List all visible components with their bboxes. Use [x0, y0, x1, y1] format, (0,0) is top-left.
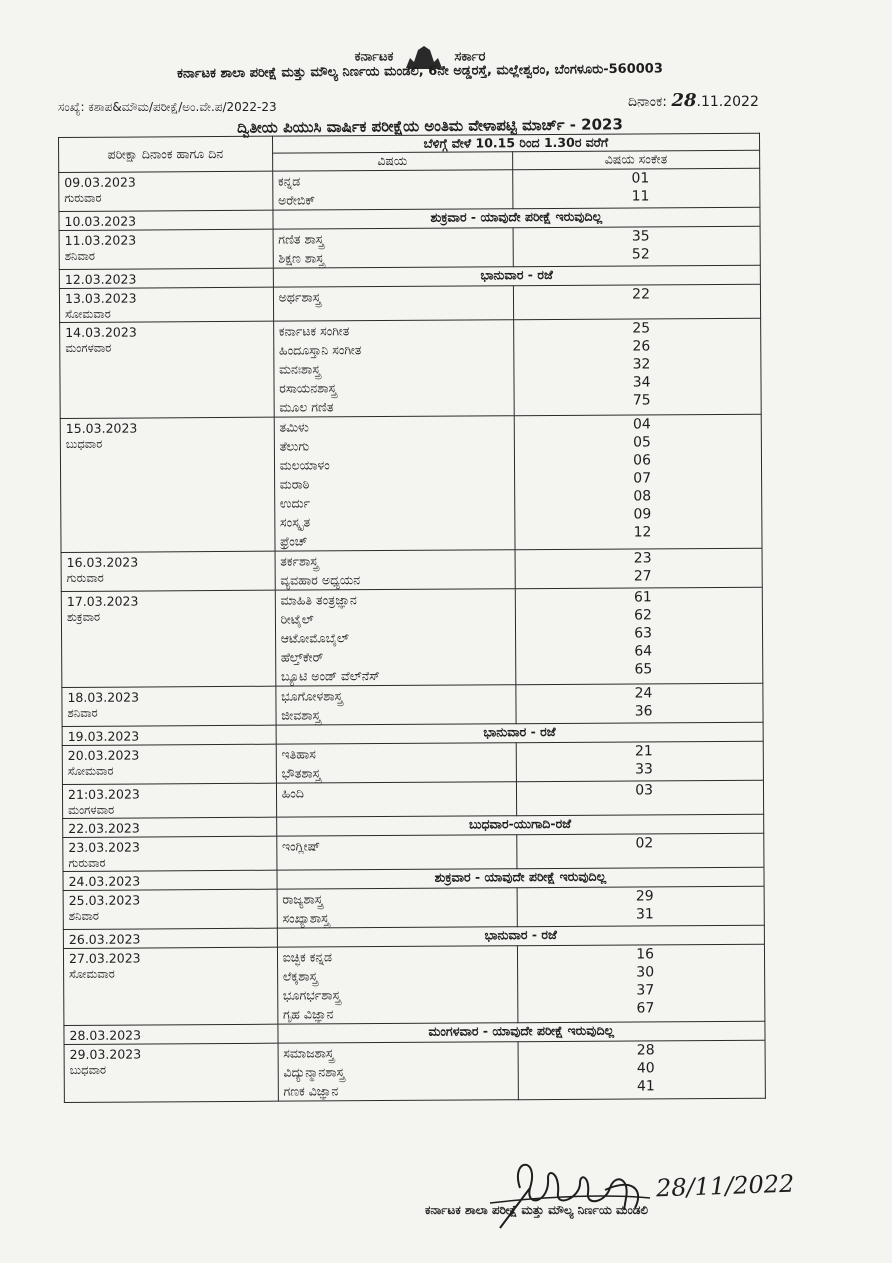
- table-row: [62, 683, 763, 726]
- exam-date: 15.03.2023: [65, 420, 138, 436]
- subject-name: ರಸಾಯನಶಾಸ್ತ್ರ: [279, 380, 337, 396]
- subject-name: ರಾಜ್ಯಶಾಸ್ತ್ರ: [282, 891, 323, 907]
- exam-day: ಗುರುವಾರ: [66, 570, 104, 585]
- subjects-cell: [274, 416, 515, 551]
- exam-day: ಶನಿವಾರ: [67, 705, 98, 720]
- subject-name: ಕನ್ನಡ: [277, 173, 301, 189]
- reference-number: ಸಂಖ್ಯೆ: ಕಶಾಪ&ಮೌಮ/ಪರೀಕ್ಷೆ/ಅಂ.ವೇ.ಪ/2022-23: [58, 100, 277, 114]
- exam-date: 21:03.2023: [67, 786, 140, 802]
- subject-name: ಭೂಗರ್ಭಶಾಸ್ತ್ರ: [282, 987, 341, 1003]
- table-row: [61, 548, 762, 591]
- subject-name: ಗಣಿತ ಶಾಸ್ತ್ರ: [278, 231, 324, 247]
- exam-date: 26.03.2023: [68, 931, 141, 947]
- exam-date-cell: [62, 686, 276, 726]
- subject-name: ರೀಟೈಲ್: [280, 611, 314, 627]
- table-row: [62, 780, 763, 818]
- subject-code: 09: [633, 506, 652, 523]
- subject-name: ಸಮಾಜಶಾಸ್ತ್ರ: [283, 1045, 334, 1061]
- subject-code: 31: [635, 906, 654, 923]
- holiday-note: ಬುಧವಾರ-ಯುಗಾದಿ-ರಜೆ: [276, 814, 763, 836]
- exam-date-cell: [60, 321, 274, 418]
- table-row: [59, 226, 760, 269]
- exam-date-cell: [62, 783, 276, 818]
- codes-cell: [515, 587, 763, 685]
- exam-day: ಸೋಮವಾರ: [65, 306, 111, 321]
- exam-day: ಸೋಮವಾರ: [67, 763, 114, 778]
- exam-date: 19.03.2023: [67, 728, 140, 744]
- subject-code: 22: [632, 286, 651, 303]
- subject-name: ಇಂಗ್ಲೀಷ್: [281, 838, 321, 854]
- subject-name: ಹಿಂದೂಸ್ತಾನಿ ಸಂಗೀತ: [278, 342, 362, 358]
- subject-name: ಅರ್ಥಶಾಸ್ತ್ರ: [278, 289, 321, 305]
- exam-date-cell: [60, 417, 274, 552]
- subject-name: ಉರ್ದು: [279, 495, 311, 511]
- subject-name: ಜೀವಶಾಸ್ತ್ರ: [281, 707, 321, 723]
- exam-date-cell: [63, 817, 277, 837]
- subject-code: 04: [632, 416, 651, 433]
- table-row: [59, 284, 760, 322]
- exam-date: 28.03.2023: [69, 1027, 142, 1043]
- timetable: [58, 133, 766, 1103]
- subjects-cell: [277, 946, 517, 1024]
- subject-name: ಗಣಕ ವಿಜ್ಞಾನ: [283, 1083, 339, 1099]
- subjects-cell: [276, 835, 516, 870]
- subject-code: 26: [632, 338, 651, 355]
- subject-code: 06: [633, 452, 652, 469]
- holiday-note: ಶುಕ್ರವಾರ - ಯಾವುದೇ ಪರೀಕ್ಷೆ ಇರುವುದಿಲ್ಲ: [273, 207, 760, 229]
- subject-name: ವಿದ್ಯುನ್ಮಾನಶಾಸ್ತ್ರ: [283, 1064, 345, 1080]
- subject-name: ಹೆಲ್ತ್‌ಕೇರ್: [280, 649, 324, 665]
- subjects-cell: [272, 170, 512, 210]
- exam-day: ಮಂಗಳವಾರ: [65, 340, 112, 355]
- exam-time-note: ಬೆಳಿಗ್ಗೆ ವೇಳೆ 10.15 ರಿಂದ 1.30ರ ವರೆಗೆ: [272, 133, 759, 153]
- timetable-grid: [58, 133, 766, 1103]
- subject-code: 05: [632, 434, 651, 451]
- subject-name: ಭೌತಶಾಸ್ತ್ರ: [281, 765, 321, 781]
- exam-date-cell: [61, 551, 275, 591]
- exam-date-cell: [59, 210, 273, 230]
- subject-name: ಆಟೋಮೊಬೈಲ್: [280, 630, 350, 646]
- subject-name: ಮೂಲ ಗಣಿತ: [279, 399, 334, 415]
- subjects-cell: [273, 228, 513, 268]
- subject-code: 30: [636, 964, 655, 981]
- exam-date: 27.03.2023: [68, 950, 141, 966]
- timetable-body: [59, 168, 766, 1102]
- exam-date: 23.03.2023: [68, 839, 140, 855]
- exam-day: ಗುರುವಾರ: [68, 855, 106, 870]
- subject-name: ಗೃಹ ವಿಜ್ಞಾನ: [282, 1006, 334, 1022]
- subject-code: 37: [636, 982, 655, 999]
- exam-date: 09.03.2023: [64, 174, 136, 190]
- exam-date-cell: [63, 947, 277, 1025]
- table-row: [62, 741, 763, 784]
- exam-day: ಬುಧವಾರ: [65, 436, 103, 451]
- subjects-cell: [278, 1042, 518, 1101]
- exam-day: ಸೋಮವಾರ: [69, 966, 115, 981]
- page-title: ದ್ವಿತೀಯ ಪಿಯುಸಿ ವಾರ್ಷಿಕ ಪರೀಕ್ಷೆಯ ಅಂತಿಮ ವೇಳಾಪಟ್ಟಿ ಮಾರ್ಚ್ - 2023: [237, 115, 623, 137]
- table-row: [60, 414, 762, 552]
- govt-name-left: ಕರ್ನಾಟಕ: [354, 49, 394, 65]
- codes-cell: [517, 944, 765, 1023]
- exam-date: 22.03.2023: [68, 820, 140, 836]
- exam-date-cell: [63, 928, 277, 948]
- subject-code: 02: [635, 835, 654, 852]
- table-row: [59, 168, 760, 211]
- date-label: ದಿನಾಂಕ:: [628, 94, 667, 110]
- subject-code: 21: [634, 743, 653, 760]
- exam-date: 10.03.2023: [64, 213, 137, 229]
- subject-code: 35: [631, 228, 650, 245]
- subject-name: ಲೆಕ್ಕಶಾಸ್ತ್ರ: [282, 968, 318, 984]
- table-row: [60, 318, 762, 418]
- subject-name: ತೆಲುಗು: [279, 438, 310, 454]
- subject-name: ವ್ಯವಹಾರ ಅಧ್ಯಯನ: [280, 572, 361, 588]
- codes-cell: [513, 318, 761, 416]
- table-row: [63, 944, 764, 1025]
- exam-day: ಗುರುವಾರ: [64, 190, 102, 205]
- codes-cell: [512, 168, 760, 209]
- exam-date-cell: [59, 229, 273, 269]
- subject-code: 63: [634, 625, 653, 642]
- table-row: [64, 1040, 765, 1102]
- exam-date-cell: [62, 725, 276, 745]
- subject-code: 07: [633, 470, 652, 487]
- exam-date: 16.03.2023: [66, 554, 139, 570]
- exam-date-cell: [63, 889, 277, 929]
- subject-code: 52: [631, 246, 650, 263]
- subject-name: ಸಂಸ್ಕೃತ: [279, 514, 311, 530]
- exam-date-cell: [61, 590, 275, 687]
- exam-date-cell: [63, 836, 277, 871]
- subject-code: 27: [633, 568, 652, 585]
- exam-date-cell: [59, 268, 273, 288]
- subject-name: ಭೂಗೋಳಶಾಸ್ತ್ರ: [281, 688, 343, 704]
- subject-code: 40: [636, 1060, 655, 1077]
- exam-day: ಶನಿವಾರ: [64, 248, 96, 263]
- subject-name: ಮನಃಶಾಸ್ತ್ರ: [279, 361, 321, 377]
- subject-name: ಕರ್ನಾಟಕ ಸಂಗೀತ: [278, 323, 350, 339]
- table-row: [63, 833, 764, 871]
- subject-name: ಮಲಯಾಳಂ: [279, 457, 330, 473]
- subject-code: 28: [636, 1042, 655, 1059]
- subjects-cell: [276, 685, 516, 725]
- subject-code: 62: [634, 607, 652, 624]
- subject-name: ಸಂಖ್ಯಾಶಾಸ್ತ್ರ: [282, 910, 330, 926]
- subject-code: 03: [635, 782, 654, 799]
- codes-cell: [516, 780, 764, 816]
- exam-date-cell: [64, 1043, 278, 1102]
- subject-name: ಅರೇಬಿಕ್: [278, 192, 316, 208]
- exam-date: 18.03.2023: [67, 689, 140, 705]
- subjects-cell: [277, 888, 517, 928]
- subject-code: 41: [636, 1078, 655, 1095]
- column-header-subject: ವಿಷಯ: [272, 152, 512, 171]
- date-day-handwritten: 28: [671, 90, 697, 111]
- subject-code: 12: [633, 524, 652, 541]
- subject-code: 64: [634, 643, 653, 660]
- codes-cell: [515, 548, 763, 589]
- holiday-note: ಭಾನುವಾರ - ರಜೆ: [273, 265, 760, 287]
- subject-code: 16: [636, 946, 655, 963]
- holiday-note: ಭಾನುವಾರ - ರಜೆ: [276, 722, 763, 744]
- subject-name: ಮಾಹಿತಿ ತಂತ್ರಜ್ಞಾನ: [280, 592, 357, 608]
- subject-name: ತರ್ಕಶಾಸ್ತ್ರ: [280, 553, 319, 569]
- subject-name: ಮರಾಠಿ: [279, 476, 310, 492]
- exam-date: 12.03.2023: [64, 271, 137, 287]
- subjects-cell: [275, 550, 515, 590]
- board-name: ಕರ್ನಾಟಕ ಶಾಲಾ ಪರೀಕ್ಷೆ ಮತ್ತು ಮೌಲ್ಯ ನಿರ್ಣಯ ಮಂಡಲಿ, 6ನೇ ಅಡ್ಡರಸ್ತೆ, ಮಲ್ಲೇಶ್ವರಂ, ಬೆಂಗಳೂರು-560003: [177, 61, 663, 82]
- subjects-cell: [273, 320, 514, 417]
- table-row: [63, 886, 764, 929]
- exam-date: 25.03.2023: [68, 892, 141, 908]
- subject-code: 23: [633, 550, 652, 567]
- subject-code: 61: [633, 589, 652, 606]
- table-row: [61, 587, 763, 687]
- exam-date: 29.03.2023: [69, 1046, 142, 1062]
- subject-code: 32: [632, 356, 651, 373]
- subject-name: ತಮಿಳು: [279, 419, 309, 435]
- subject-code: 25: [632, 320, 651, 337]
- subject-code: 33: [634, 761, 653, 778]
- subject-code: 01: [631, 170, 650, 187]
- subject-name: ಫ್ರೆಂಚ್: [280, 533, 308, 549]
- subjects-cell: [275, 589, 516, 686]
- document-date: [628, 90, 759, 111]
- date-month-year: .11.2022: [696, 94, 759, 110]
- codes-cell: [513, 226, 761, 267]
- column-header-code: ವಿಷಯ ಸಂಕೇತ: [512, 150, 759, 170]
- subject-code: 11: [631, 188, 650, 205]
- exam-date: 14.03.2023: [65, 324, 137, 340]
- holiday-note: ಮಂಗಳವಾರ - ಯಾವುದೇ ಪರೀಕ್ಷೆ ಇರುವುದಿಲ್ಲ: [278, 1021, 765, 1043]
- subject-name: ಇತಿಹಾಸ: [281, 746, 316, 762]
- subjects-cell: [273, 286, 513, 321]
- codes-cell: [514, 414, 762, 550]
- codes-cell: [517, 886, 765, 927]
- subjects-cell: [276, 782, 516, 817]
- signing-office: ಕರ್ನಾಟಕ ಶಾಲಾ ಪರೀಕ್ಷೆ ಮತ್ತು ಮೌಲ್ಯ ನಿರ್ಣಯ ಮಂಡಲಿ: [425, 1203, 649, 1217]
- exam-day: ಶನಿವಾರ: [68, 908, 100, 923]
- subject-code: 65: [634, 661, 653, 678]
- codes-cell: [518, 1040, 766, 1100]
- codes-cell: [516, 833, 764, 869]
- govt-name-right: ಸರ್ಕಾರ: [454, 49, 486, 65]
- exam-date-cell: [59, 171, 273, 211]
- exam-day: ಬುಧವಾರ: [69, 1062, 107, 1077]
- subject-code: 34: [632, 374, 651, 391]
- codes-cell: [516, 741, 764, 782]
- exam-day: ಮಂಗಳವಾರ: [68, 802, 115, 817]
- holiday-note: ಶುಕ್ರವಾರ - ಯಾವುದೇ ಪರೀಕ್ಷೆ ಇರುವುದಿಲ್ಲ: [277, 867, 764, 889]
- subject-code: 75: [632, 392, 651, 409]
- subject-code: 67: [636, 1000, 655, 1017]
- signature-icon: [430, 1148, 850, 1248]
- exam-date: 20.03.2023: [67, 747, 140, 763]
- exam-date: 17.03.2023: [66, 593, 139, 609]
- subject-code: 08: [633, 488, 652, 505]
- exam-date: 13.03.2023: [64, 290, 137, 306]
- codes-cell: [513, 284, 761, 320]
- exam-day: ಶುಕ್ರವಾರ: [66, 609, 101, 624]
- holiday-note: ಭಾನುವಾರ - ರಜೆ: [277, 925, 764, 947]
- subject-code: 24: [634, 685, 653, 702]
- exam-date-cell: [59, 287, 273, 322]
- subject-code: 36: [634, 703, 653, 720]
- signature-date-handwritten: 28/11/2022: [655, 1169, 795, 1203]
- subject-name: ಬ್ಯೂಟಿ ಅಂಡ್ ವೆಲ್‌ನೆಸ್: [280, 668, 380, 684]
- column-header-date: ಪರೀಕ್ಷಾ ದಿನಾಂಕ ಹಾಗೂ ದಿನ: [59, 136, 273, 172]
- subject-name: ಹಿಂದಿ: [281, 785, 304, 801]
- exam-date-cell: [62, 744, 276, 784]
- exam-date: 11.03.2023: [64, 232, 137, 248]
- subject-code: 29: [635, 888, 654, 905]
- codes-cell: [515, 683, 763, 724]
- subject-name: ಐಚ್ಛಿಕ ಕನ್ನಡ: [282, 949, 332, 965]
- exam-date-cell: [63, 870, 277, 890]
- exam-date: 24.03.2023: [68, 873, 141, 889]
- subject-name: ಶಿಕ್ಷಣ ಶಾಸ್ತ್ರ: [278, 250, 325, 266]
- exam-date-cell: [64, 1024, 278, 1044]
- subjects-cell: [276, 743, 516, 783]
